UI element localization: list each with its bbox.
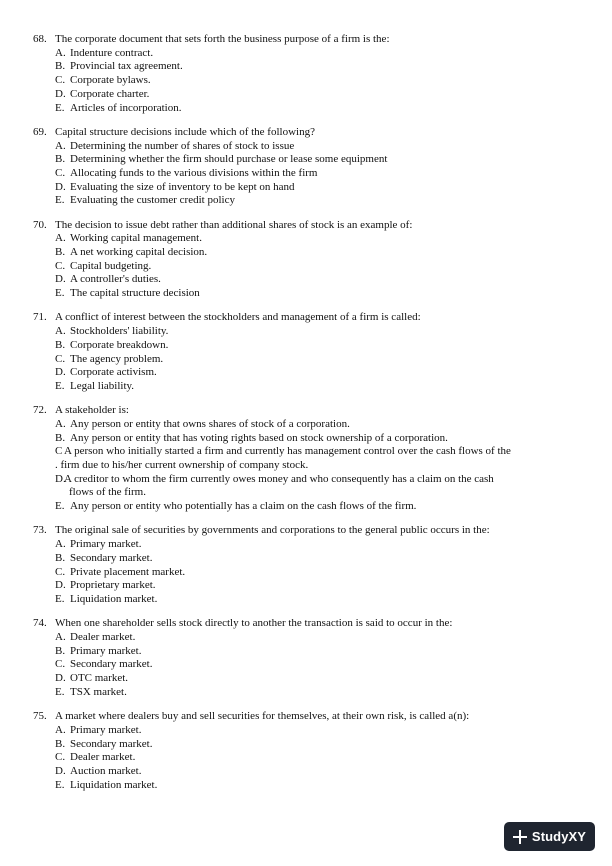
option-letter: B. [55,431,66,444]
question-number: 69. [33,125,47,138]
answer-option [33,153,593,167]
option-letter: B. [55,153,66,166]
option-text: Primary market. [70,644,142,657]
answer-option [33,631,593,645]
option-text: Secondary market. [70,551,153,564]
question-text: A stakeholder is: [55,404,129,417]
plus-icon [513,830,527,844]
studyxy-badge[interactable] [504,822,595,851]
answer-option [33,500,593,514]
question-number: 70. [33,218,47,231]
option-letter: D. [55,366,66,379]
question-number: 72. [33,404,47,417]
option-letter: A. [55,723,66,736]
option-letter: C. [55,658,66,671]
option-letter: C. [55,751,66,764]
option-letter: D. [55,579,66,592]
option-text: Secondary market. [70,658,153,671]
badge-label: StudyXY [531,829,587,844]
option-letter: A. [55,538,66,551]
answer-option [33,380,593,394]
answer-option [33,445,593,459]
option-text: Corporate breakdown. [70,338,169,351]
question-number: 68. [33,33,47,45]
option-text: Stockholders' liability. [70,325,169,338]
answer-option [33,686,593,700]
option-text: Secondary market. [70,737,153,750]
answer-option [33,246,593,260]
option-text: A net working capital decision. [70,246,208,259]
option-text: Articles of incorporation. [70,101,182,114]
answer-option [33,287,593,301]
option-continuation: flows of the firm. [69,486,146,499]
question-70 [33,219,593,301]
answer-option [33,738,593,752]
question-75 [33,710,593,792]
answer-option [33,432,593,446]
option-text: Liquidation market. [70,592,158,605]
question-text: When one shareholder sells stock directly to another the transaction is said to occur in the: [55,617,453,630]
answer-option [33,658,593,672]
option-text: Dealer market. [70,630,136,643]
question-number: 75. [33,710,47,723]
option-letter: A. [55,46,66,59]
question-number: 71. [33,311,47,324]
question-72 [33,404,593,514]
option-letter: A. [55,139,66,152]
option-letter: B. [55,644,66,657]
answer-option [33,779,593,793]
option-text: Any person or entity that has voting rights based on stock ownership of a corporation. [70,431,448,444]
question-68 [33,33,593,115]
option-text: Evaluating the customer credit policy [70,194,235,207]
option-letter: D. [55,472,66,485]
option-letter: D. [55,273,66,286]
option-text: A person who initially started a firm and currently has management control over the cash flows of the [64,445,511,458]
question-stem [33,617,593,631]
option-letter: E. [55,287,65,300]
option-text: Evaluating the size of inventory to be kept on hand [70,180,295,193]
option-letter: C [55,445,63,458]
option-letter: E. [55,592,65,605]
answer-option [33,47,593,61]
question-text: Capital structure decisions include which of the following? [55,125,315,138]
option-letter: D. [55,87,66,100]
question-69 [33,126,593,208]
option-letter: E. [55,778,65,791]
option-text: Capital budgeting. [70,259,152,272]
option-letter: E. [55,194,65,207]
option-letter: B. [55,737,66,750]
option-letter: A. [55,630,66,643]
answer-option [33,167,593,181]
option-letter: E. [55,685,65,698]
question-text: A market where dealers buy and sell securities for themselves, at their own risk, is called a(n): [55,710,470,723]
option-letter: C. [55,352,66,365]
option-letter: A. [55,417,66,430]
answer-option [33,579,593,593]
question-74 [33,617,593,699]
option-letter: B. [55,338,66,351]
option-text: Provincial tax agreement. [70,60,183,73]
answer-option [33,339,593,353]
option-text: Liquidation market. [70,778,158,791]
question-stem [33,219,593,233]
question-71 [33,311,593,393]
option-text: Proprietary market. [70,579,156,592]
option-letter: D. [55,180,66,193]
answer-option [33,60,593,74]
option-text: A controller's duties. [70,273,161,286]
answer-option [33,366,593,380]
option-text: Legal liability. [70,379,135,392]
question-text: The decision to issue debt rather than additional shares of stock is an example of: [55,218,413,231]
option-letter: D. [55,672,66,685]
option-letter: E. [55,101,65,114]
question-text: The original sale of securities by governments and corporations to the general public occurs in the: [55,524,490,537]
answer-option [33,473,593,487]
option-text: TSX market. [70,685,127,698]
question-stem [33,126,593,140]
option-text: The capital structure decision [70,287,200,300]
question-number: 74. [33,617,47,630]
question-stem [33,311,593,325]
option-letter: E. [55,500,65,513]
question-stem [33,710,593,724]
option-text: Auction market. [70,764,142,777]
question-73 [33,524,593,606]
option-letter: B. [55,551,66,564]
option-text: The agency problem. [70,352,164,365]
question-stem [33,33,593,47]
answer-option [33,765,593,779]
option-text: Any person or entity who potentially has a claim on the cash flows of the firm. [70,500,417,513]
option-letter: A. [55,325,66,338]
answer-option [33,181,593,195]
option-text: Dealer market. [70,751,136,764]
option-text: Indenture contract. [70,46,154,59]
question-stem [33,524,593,538]
option-letter: C. [55,259,66,272]
option-letter: C. [55,565,66,578]
answer-option [33,260,593,274]
question-number: 73. [33,524,47,537]
option-letter: D. [55,764,66,777]
answer-option [33,566,593,580]
option-letter: C. [55,166,66,179]
answer-option [33,232,593,246]
answer-option [33,751,593,765]
option-text: Working capital management. [70,232,202,245]
option-text: Primary market. [70,538,142,551]
question-list [33,33,593,803]
question-text: A conflict of interest between the stockholders and management of a firm is called: [55,311,421,324]
question-text: The corporate document that sets forth the business purpose of a firm is the: [55,33,390,45]
option-text: OTC market. [70,672,129,685]
option-text: Corporate activism. [70,366,157,379]
answer-option [33,88,593,102]
option-letter: B. [55,246,66,259]
answer-option [33,593,593,607]
answer-option [33,645,593,659]
option-text: Allocating funds to the various divisions within the firm [70,166,318,179]
answer-option [33,538,593,552]
answer-option [33,273,593,287]
option-letter: B. [55,60,66,73]
answer-option [33,353,593,367]
answer-option [33,552,593,566]
option-letter: E. [55,379,65,392]
answer-option [33,724,593,738]
answer-option [33,672,593,686]
option-text: Determining whether the firm should purchase or lease some equipment [70,153,388,166]
answer-option [33,140,593,154]
option-letter: A. [55,232,66,245]
option-letter: C. [55,74,66,87]
option-text: Any person or entity that owns shares of stock of a corporation. [70,417,350,430]
option-text: Private placement market. [70,565,186,578]
option-text: Primary market. [70,723,142,736]
option-text: Corporate charter. [70,87,150,100]
answer-option [33,102,593,116]
option-continuation: . firm due to his/her current ownership of company stock. [55,459,309,472]
option-text: Corporate bylaws. [70,74,151,87]
answer-option [33,194,593,208]
answer-option [33,325,593,339]
option-text: A creditor to whom the firm currently owes money and who consequently has a claim on the cash [64,472,494,485]
option-text: Determining the number of shares of stock to issue [70,139,295,152]
answer-option [33,418,593,432]
question-stem [33,404,593,418]
answer-option [33,74,593,88]
